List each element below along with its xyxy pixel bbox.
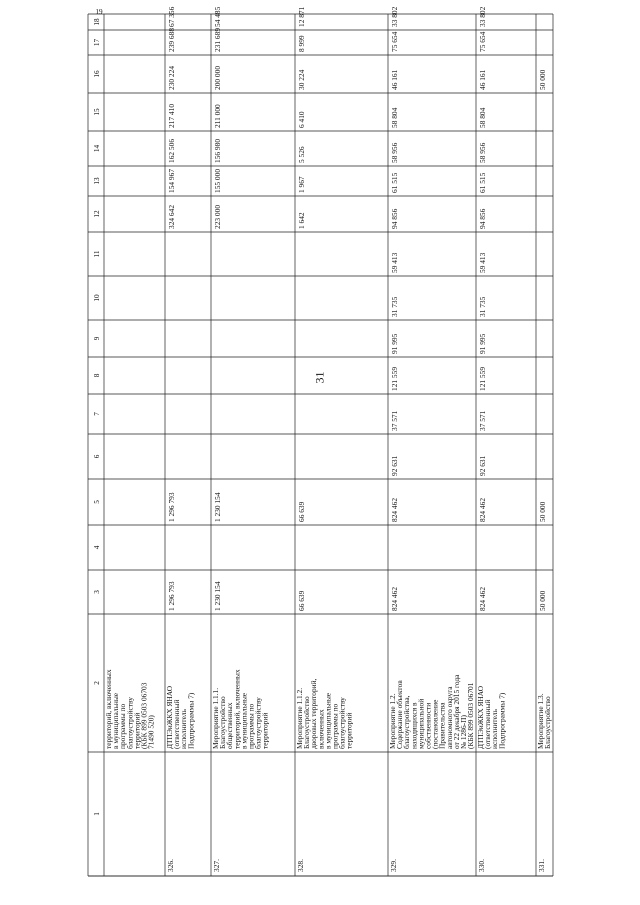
value-cell: 75 654 <box>390 31 399 52</box>
value-cell: 824 462 <box>390 497 399 522</box>
value-cell: 217 410 <box>167 103 176 128</box>
row-name-line: Правительства <box>437 702 447 749</box>
column-number-header: 7 <box>93 412 101 416</box>
value-cell: 37 571 <box>390 410 399 431</box>
row-name-line: территорий, включенных <box>104 669 113 749</box>
column-number-header: 14 <box>93 144 101 153</box>
value-cell: 1 230 154 <box>213 492 222 522</box>
row-name-line: программы по <box>330 703 340 749</box>
row-name-line: территорий <box>260 712 270 749</box>
row-number: 326. <box>166 859 175 872</box>
row-name-line: 71490 520) <box>146 715 156 749</box>
value-cell: 12 871 <box>297 6 306 27</box>
row-name-line: (ответственный <box>172 699 182 749</box>
value-cell: 824 462 <box>478 497 487 522</box>
value-cell: 67 356 <box>167 6 176 27</box>
row-name-line: благоустройству <box>337 697 347 749</box>
row-name-line: ДТПЭиЖКХ ЯНАО <box>165 685 174 749</box>
row-name-line: Подпрограммы 7) <box>497 692 507 749</box>
row-name-line: включенных <box>316 709 326 749</box>
value-cell: 59 413 <box>478 252 487 273</box>
row-name-line: общественных <box>225 702 235 749</box>
row-number: 327. <box>212 859 221 872</box>
value-cell: 54 485 <box>213 6 222 27</box>
row-number: 330. <box>477 859 486 872</box>
row-name-line: муниципальной <box>416 698 426 749</box>
row-name-line: (КБК 899 0503 06701 <box>466 682 476 749</box>
row-name-line: программы по <box>118 703 128 749</box>
row-name-line: ДТПЭиЖКХ ЯНАО <box>476 685 485 749</box>
row-name-line: (КБК 899 0503 06703 <box>139 682 149 749</box>
value-cell: 75 654 <box>478 31 487 52</box>
value-cell: 50 000 <box>538 69 547 90</box>
column-number-header: 10 <box>93 294 101 302</box>
value-cell: 66 639 <box>297 590 306 611</box>
row-name-line: Благоустройство <box>302 696 312 749</box>
value-cell: 154 967 <box>167 168 176 193</box>
value-cell: 1 296 793 <box>167 492 176 522</box>
value-cell: 66 639 <box>297 501 306 522</box>
row-name-line: находящихся в <box>409 702 419 749</box>
row-name-line: собственности <box>423 702 433 749</box>
row-name-line: в муниципальные <box>239 692 249 749</box>
value-cell: 50 000 <box>538 590 547 611</box>
row-name-line: в муниципальные <box>111 692 121 749</box>
row-name-line: от 22 декабря 2015 года <box>451 674 461 749</box>
value-cell: 6 410 <box>297 111 306 128</box>
value-cell: 156 980 <box>213 138 222 163</box>
row-name-line: (ответственный <box>483 699 493 749</box>
value-cell: 92 631 <box>390 455 399 476</box>
value-cell: 824 462 <box>390 586 399 611</box>
value-cell: 61 515 <box>478 172 487 193</box>
row-name-line: исполнитель <box>179 709 189 749</box>
value-cell: 94 856 <box>390 208 399 229</box>
rotated-budget-table <box>88 6 553 876</box>
row-name-line: Мероприятие 1.2. <box>388 693 397 749</box>
value-cell: 46 161 <box>390 69 399 90</box>
value-cell: 200 000 <box>213 65 222 90</box>
value-cell: 230 224 <box>167 65 176 90</box>
column-number-header: 13 <box>93 177 101 185</box>
value-cell: 1 967 <box>297 176 306 193</box>
value-cell: 121 559 <box>478 366 487 391</box>
column-number-header: 16 <box>93 70 101 78</box>
row-name-line: автономного округа <box>444 686 454 749</box>
value-cell: 5 526 <box>297 146 306 163</box>
column-number-header: 3 <box>93 590 101 594</box>
value-cell: 91 995 <box>390 333 399 354</box>
column-number-header: 15 <box>93 108 101 116</box>
row-name-line: дворовых территорий, <box>309 678 319 749</box>
column-number-header: 12 <box>93 210 101 218</box>
value-cell: 1 230 154 <box>213 581 222 611</box>
value-cell: 58 956 <box>478 142 487 163</box>
row-name-line: территорий <box>344 712 354 749</box>
value-cell: 231 689 <box>213 27 222 52</box>
row-name-line: в муниципальные <box>323 692 333 749</box>
row-name-line: Благоустройство <box>218 696 228 749</box>
value-cell: 46 161 <box>478 69 487 90</box>
column-number-header: 8 <box>93 373 101 378</box>
value-cell: 91 995 <box>478 333 487 354</box>
column-number-header: 19 <box>95 8 103 16</box>
row-name-line: Содержание объектов <box>395 680 405 749</box>
value-cell: 92 631 <box>478 455 487 476</box>
column-number-header: 5 <box>93 500 101 504</box>
row-name-line: исполнитель <box>490 709 500 749</box>
column-number-header: 9 <box>93 336 101 341</box>
row-number: 331. <box>537 859 546 872</box>
column-number-header: 18 <box>93 18 101 26</box>
row-name-line: благоустройству <box>253 697 263 749</box>
row-name-line: Мероприятие 1.3. <box>536 693 545 749</box>
column-number-header: 6 <box>93 454 101 459</box>
value-cell: 58 956 <box>390 142 399 163</box>
row-name-line: благоустройства, <box>402 695 412 749</box>
value-cell: 1 296 793 <box>167 581 176 611</box>
value-cell: 30 224 <box>297 69 306 90</box>
budget-table-grid <box>88 6 553 876</box>
value-cell: 121 559 <box>390 366 399 391</box>
row-name-line: (постановление <box>430 699 440 749</box>
value-cell: 37 571 <box>478 410 487 431</box>
row-name-line: Мероприятие 1.1.1. <box>211 687 220 749</box>
column-number-header: 2 <box>93 681 101 685</box>
row-name-line: Мероприятие 1.1.2. <box>295 687 304 749</box>
value-cell: 31 735 <box>478 296 487 317</box>
value-cell: 94 856 <box>478 208 487 229</box>
value-cell: 8 999 <box>297 35 306 52</box>
column-number-header: 17 <box>93 38 101 47</box>
value-cell: 223 000 <box>213 204 222 229</box>
row-name-line: территорий, включенных <box>232 669 242 749</box>
value-cell: 33 802 <box>390 6 399 27</box>
value-cell: 211 000 <box>213 104 222 128</box>
column-number-header: 4 <box>93 545 101 550</box>
row-number: 328. <box>296 859 305 872</box>
row-name-line: Благоустройство <box>543 696 553 749</box>
row-number: 329. <box>389 859 398 872</box>
value-cell: 824 462 <box>478 586 487 611</box>
row-name-line: Подпрограммы 7) <box>186 692 196 749</box>
value-cell: 58 804 <box>478 107 487 128</box>
value-cell: 31 735 <box>390 296 399 317</box>
value-cell: 33 802 <box>478 6 487 27</box>
value-cell: 50 000 <box>538 501 547 522</box>
column-number-header: 11 <box>93 250 101 258</box>
column-number-header: 1 <box>93 812 101 816</box>
row-name-line: территорий <box>132 712 142 749</box>
value-cell: 324 642 <box>167 204 176 229</box>
row-name-line: № 1286-П) <box>459 715 468 749</box>
value-cell: 155 000 <box>213 168 222 193</box>
value-cell: 239 688 <box>167 27 176 52</box>
value-cell: 59 413 <box>390 252 399 273</box>
page-number-text: 31 <box>312 371 327 384</box>
row-name-line: программы по <box>246 703 256 749</box>
value-cell: 1 642 <box>297 212 306 229</box>
value-cell: 58 804 <box>390 107 399 128</box>
value-cell: 61 515 <box>390 172 399 193</box>
value-cell: 162 506 <box>167 138 176 163</box>
row-name-line: благоустройству <box>125 697 135 749</box>
